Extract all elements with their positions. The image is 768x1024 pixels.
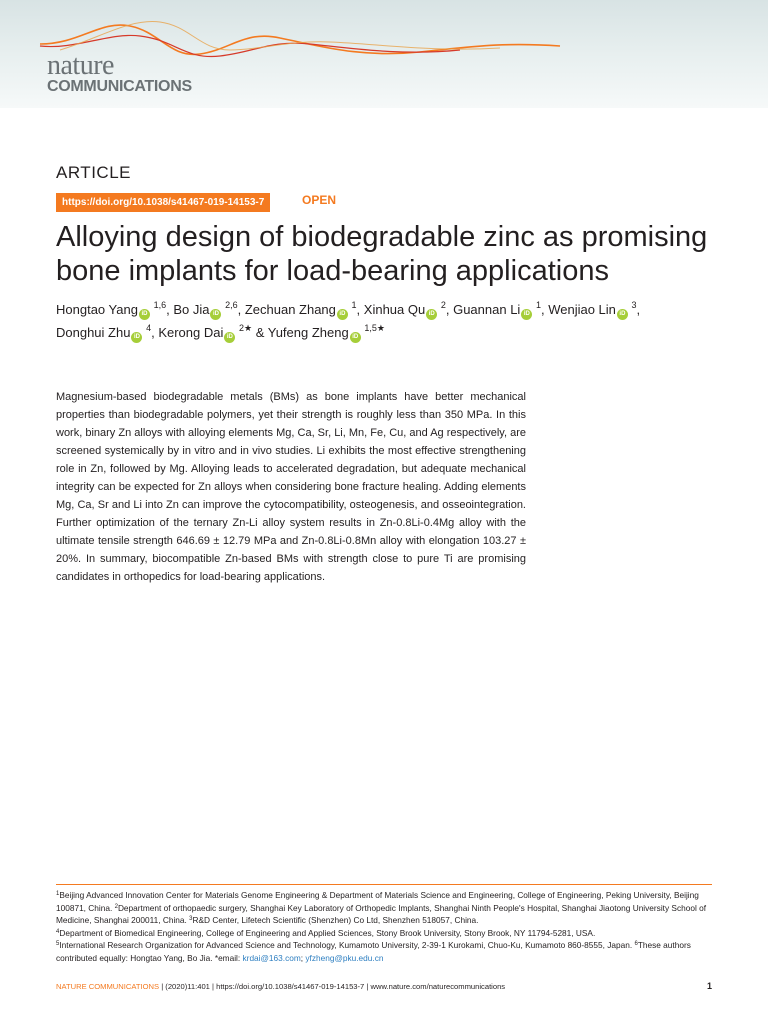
affiliation-6: These authors contributed equally: Hongtao Yang, Bo Jia. <box>56 940 691 963</box>
author-name[interactable]: Wenjiao Lin <box>548 302 616 317</box>
author-separator: , <box>356 302 364 317</box>
author-name[interactable]: Xinhua Qu <box>363 302 426 317</box>
orcid-icon[interactable]: iD <box>131 332 142 343</box>
affiliation-4: Department of Biomedical Engineering, College of Engineering and Applied Sciences, Stony Brook University, Stony Brook, NY 11794-5281, USA. <box>59 927 596 938</box>
orcid-icon[interactable]: iD <box>210 309 221 320</box>
author-separator: , <box>237 302 245 317</box>
aff-6-marker: 6 <box>634 941 638 947</box>
orcid-icon[interactable]: iD <box>521 309 532 320</box>
footer-citation: | (2020)11:401 | https://doi.org/10.1038/s41467-019-14153-7 | www.nature.com/naturecommunications <box>161 982 506 991</box>
doi-link[interactable]: https://doi.org/10.1038/s41467-019-14153-7 <box>56 193 270 212</box>
article-type-label: ARTICLE <box>56 163 131 182</box>
aff-2-marker: 2 <box>114 903 118 910</box>
footnote-divider <box>56 884 712 885</box>
affiliation-1: Beijing Advanced Innovation Center for Materials Genome Engineering & Department of Materials Science and Engineering, College of Engineering, Peking University, Beijing 100871, China. <box>56 890 699 913</box>
affiliation-5: International Research Organization for Advanced Science and Technology, Kumamoto University, 2-39-1 Kurokami, Chuo-Ku, Kumamoto 860-8555, Japan. <box>59 940 633 950</box>
email-separator: ; <box>300 952 304 963</box>
aff-1-marker: 1 <box>56 891 60 897</box>
article-title: Alloying design of biodegradable zinc as promising bone implants for load-bearing applications <box>56 221 708 287</box>
orcid-icon[interactable]: iD <box>224 332 235 343</box>
author-name[interactable]: Zechuan Zhang <box>244 302 336 317</box>
author-affiliation-marker: 1,5★ <box>364 323 385 333</box>
author-name[interactable]: Kerong Dai <box>158 325 224 340</box>
journal-banner <box>0 0 768 108</box>
orcid-icon[interactable]: iD <box>337 309 348 320</box>
email-link-dai[interactable]: krdai@163.com <box>242 952 301 963</box>
page-number: 1 <box>706 981 712 991</box>
page-footer <box>56 982 716 991</box>
email-label: *email: <box>214 952 241 963</box>
author-separator: & <box>252 325 268 340</box>
author-affiliation-marker: 1,6 <box>153 300 167 310</box>
author-name[interactable]: Bo Jia <box>173 302 210 317</box>
footer-journal-name: NATURE COMMUNICATIONS <box>56 982 160 991</box>
aff-3-marker: 3 <box>189 916 193 922</box>
aff-4-marker: 4 <box>56 928 60 935</box>
affiliations-footnotes <box>56 889 716 964</box>
open-access-label: OPEN <box>302 193 337 207</box>
affiliation-2: Department of orthopaedic surgery, Shanghai Key Laboratory of Orthopedic Implants, Shanghai Ninth People's Hospital, Shanghai Jiaotong University School of Medicine, Shanghai 200011, China. <box>56 902 707 925</box>
author-affiliation-marker: 3 <box>631 300 637 310</box>
aff-5-marker: 5 <box>56 941 60 947</box>
author-affiliation-marker: 2★ <box>239 323 253 333</box>
author-affiliation-marker: 1 <box>351 300 357 310</box>
author-separator: , <box>445 302 454 317</box>
author-name[interactable]: Hongtao Yang <box>56 302 138 317</box>
orcid-icon[interactable]: iD <box>426 309 437 320</box>
orcid-icon[interactable]: iD <box>350 332 361 343</box>
author-separator: , <box>540 302 549 317</box>
logo-nature-text: nature <box>47 50 114 81</box>
author-affiliation-marker: 2,6 <box>225 300 238 310</box>
abstract-text: Magnesium-based biodegradable metals (BMs) as bone implants have better mechanical properties than biodegradable polymers, yet their strength is roughly less than 350 MPa. In this work, binary Zn alloys with alloying elements Mg, Ca, Sr, Li, Mn, Fe, Cu, and Ag respectively, are screened systemically by in vitro and in vivo studies. Li exhibits the most effective strengthening role in Zn, followed by Mg. Alloying leads to accelerated degradation, but adequate mechanical integrity can be expected for Zn alloys when considering bone fracture healing. Adding elements Mg, Ca, Sr and Li into Zn can improve the cytocompatibility, osteogenesis, and osseointegration. Further optimization of the ternary Zn-Li alloy system results in Zn-0.8Li-0.4Mg alloy with the ultimate tensile strength 646.69 ± 12.79 MPa and Zn-0.8Li-0.8Mn alloy with elongation 103.27 ± 20%. In summary, biocompatible Zn-based BMs with strength close to pure Ti are promising candidates in orthopedics for load-bearing applications. <box>56 391 526 583</box>
logo-communications-text: COMMUNICATIONS <box>47 78 192 95</box>
affiliation-3: R&D Center, Lifetech Scientific (Shenzhen) Co Ltd, Shenzhen 518057, China. <box>192 915 479 925</box>
author-affiliation-marker: 4 <box>146 323 152 333</box>
orcid-icon[interactable]: iD <box>139 309 150 320</box>
author-name[interactable]: Guannan Li <box>453 302 521 317</box>
orcid-icon[interactable]: iD <box>617 309 628 320</box>
author-name[interactable]: Donghui Zhu <box>56 325 131 340</box>
author-affiliation-marker: 1 <box>535 300 541 310</box>
author-separator: , <box>151 325 159 340</box>
email-link-zheng[interactable]: yfzheng@pku.edu.cn <box>305 952 384 963</box>
author-separator: , <box>166 302 174 317</box>
author-affiliation-marker: 2 <box>440 300 446 310</box>
author-list <box>56 298 716 344</box>
author-name[interactable]: Yufeng Zheng <box>267 325 349 340</box>
author-separator: , <box>636 302 641 317</box>
